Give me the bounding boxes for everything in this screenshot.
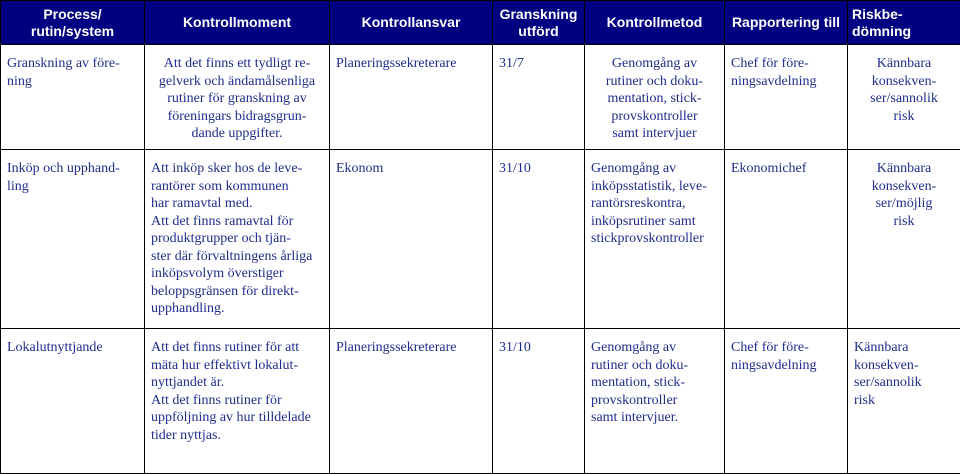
cell-rapportering: Ekonomichef xyxy=(725,150,848,329)
cell-rapportering: Chef för före- ningsavdelning xyxy=(725,329,848,474)
cell-kontrollmetod: Genomgång av rutiner och doku- mentation, stick- provskontroller samt intervjuer. xyxy=(585,329,725,474)
cell-kontrollansvar: Ekonom xyxy=(330,150,493,329)
cell-kontrollansvar: Planeringssekreterare xyxy=(330,45,493,150)
header-kontrollansvar: Kontrollansvar xyxy=(330,1,493,45)
cell-granskning-utford: 31/7 xyxy=(493,45,585,150)
cell-riskbedomning: Kännbara konsekven- ser/sannolik risk xyxy=(848,329,960,474)
header-riskbedomning: Riskbe- dömning xyxy=(848,1,960,45)
table-row xyxy=(1,45,960,150)
cell-process: Granskning av före- ning xyxy=(1,45,145,150)
header-kontrollmetod: Kontrollmetod xyxy=(585,1,725,45)
table-row xyxy=(1,329,960,474)
cell-granskning-utford: 31/10 xyxy=(493,329,585,474)
header-process: Process/ rutin/system xyxy=(1,1,145,45)
header-rapportering-till: Rapportering till xyxy=(725,1,848,45)
cell-process: Inköp och upphand- ling xyxy=(1,150,145,329)
header-row xyxy=(1,1,960,45)
header-granskning-utford: Granskning utförd xyxy=(493,1,585,45)
cell-process: Lokalutnyttjande xyxy=(1,329,145,474)
cell-kontrollansvar: Planeringssekreterare xyxy=(330,329,493,474)
cell-riskbedomning: Kännbara konsekven- ser/sannolik risk xyxy=(848,45,960,150)
cell-kontrollmetod: Genomgång av rutiner och doku- mentation, stick- provskontroller samt intervjuer xyxy=(585,45,725,150)
cell-granskning-utford: 31/10 xyxy=(493,150,585,329)
header-kontrollmoment: Kontrollmoment xyxy=(145,1,330,45)
cell-kontrollmetod: Genomgång av inköpsstatistik, leve- rantörsreskontra, inköpsrutiner samt stickprovskontroller xyxy=(585,150,725,329)
cell-riskbedomning: Kännbara konsekven- ser/möjlig risk xyxy=(848,150,960,329)
cell-kontrollmoment: Att det finns rutiner för att mäta hur effektivt lokalut- nyttjandet är. Att det finns rutiner för uppföljning av hur tilldelade tider nyttjas. xyxy=(145,329,330,474)
cell-rapportering: Chef för före- ningsavdelning xyxy=(725,45,848,150)
cell-kontrollmoment: Att inköp sker hos de leve- rantörer som kommunen har ramavtal med. Att det finns ramavtal för produktgrupper och tjän- ster där förvaltningens årliga inköpsvolym överstiger beloppsgränsen för direkt- upphandling. xyxy=(145,150,330,329)
table-row xyxy=(1,150,960,329)
cell-kontrollmoment: Att det finns ett tydligt re- gelverk och ändamålsenliga rutiner för granskning av föreningars bidragsgrun- dande uppgifter. xyxy=(145,45,330,150)
